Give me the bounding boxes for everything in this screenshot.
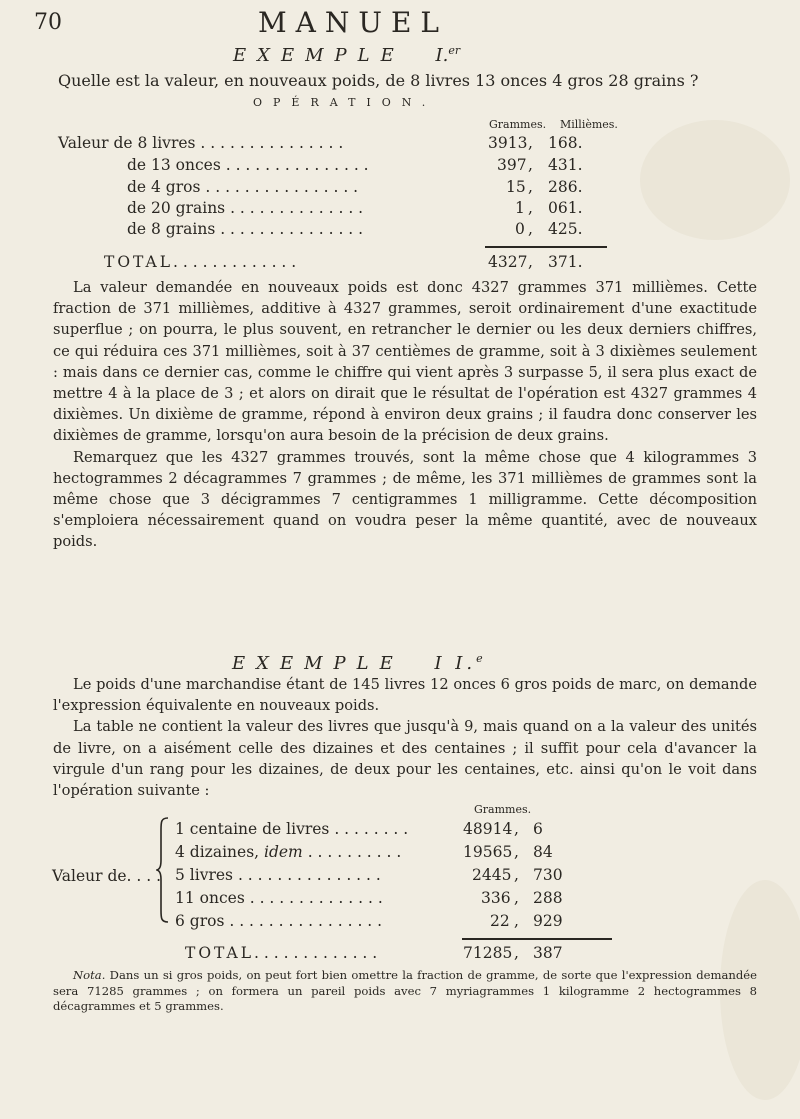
row-label: de 8 grains	[127, 220, 216, 238]
total-grammes: 71285	[463, 944, 513, 962]
milliemes-value: 061.	[548, 199, 583, 217]
paragraph: Remarquez que les 4327 grammes trouvés, sont la même chose que 4 kilogrammes 3 hectogrammes 2 décagrammes 7 grammes ; de même, les 371 millièmes de grammes sont la même chose que 3 décigrammes 7 centigrammes 1 milligramme. Cette décomposition s'emploiera nécessairement quand on voudra peser la même quantité, avec de nouveaux poids.	[53, 448, 757, 551]
row-dots: . . . . . . . .	[334, 820, 409, 838]
comma: ,	[514, 944, 519, 962]
milliemes-value: 168.	[548, 134, 583, 152]
comma: ,	[514, 843, 519, 861]
valeur-de-label: Valeur de. . . .	[52, 867, 162, 885]
total-dots: . . . . . . . . . . . . .	[254, 944, 378, 962]
row-dots: . . . . . . . . . . . . . . .	[237, 866, 381, 884]
column-header-grammes: Grammes.	[489, 118, 547, 131]
grammes-value: 48914	[463, 820, 513, 838]
curly-brace	[156, 816, 170, 924]
row-label: Valeur de 8 livres	[58, 134, 196, 152]
row-label: 4 dizaines,	[175, 843, 264, 861]
example-2-title: EXEMPLE	[232, 653, 404, 674]
fraction-value: 84	[533, 843, 553, 861]
total-fraction: 387	[533, 944, 563, 962]
nota-label: Nota.	[73, 968, 106, 982]
grammes-value: 3913	[488, 134, 528, 152]
comma: ,	[528, 178, 533, 196]
milliemes-value: 431.	[548, 156, 583, 174]
operation-label: OPÉRATION.	[253, 96, 437, 109]
example-1-row	[127, 156, 369, 174]
running-title: MANUEL	[258, 6, 449, 39]
example-1-row	[127, 199, 363, 217]
comma: ,	[514, 912, 519, 930]
example-1-heading	[233, 44, 460, 66]
total-milliemes: 371.	[548, 253, 583, 271]
total-grammes: 4327	[488, 253, 528, 271]
sum-rule	[462, 938, 612, 940]
comma: ,	[528, 220, 533, 238]
row-label: 6 gros	[175, 912, 225, 930]
example-1-row	[127, 220, 363, 238]
row-dots: . . . . . . . . . . . . . . .	[220, 156, 369, 174]
fraction-value: 6	[533, 820, 543, 838]
example-2-row	[175, 843, 401, 861]
row-label: 5 livres	[175, 866, 233, 884]
fraction-value: 288	[533, 889, 563, 907]
total-label: TOTAL	[185, 944, 255, 962]
row-dots: . . . . . . . . . . . . . . . .	[229, 912, 383, 930]
comma: ,	[528, 199, 533, 217]
comma: ,	[514, 820, 519, 838]
fraction-value: 730	[533, 866, 563, 884]
grammes-value: 22	[490, 912, 510, 930]
comma: ,	[528, 156, 533, 174]
comma: ,	[528, 253, 533, 271]
paragraph: La table ne contient la valeur des livres que jusqu'à 9, mais quand on a la valeur des unités de livre, on a aisément celle des dizaines et des centaines ; il suffit pour cela d'avancer la virgule d'un rang pour les dizaines, de deux pour les centaines, etc. ainsi qu'on le voit dans l'opération suivante :	[53, 718, 757, 800]
grammes-value: 336	[481, 889, 511, 907]
comma: ,	[514, 866, 519, 884]
row-dots: . . . . . . . . . . . . . .	[249, 889, 383, 907]
example-1-title: EXEMPLE	[233, 45, 405, 66]
example-2-heading	[232, 652, 483, 674]
grammes-value: 15	[506, 178, 526, 196]
example-1-text	[53, 277, 757, 553]
grammes-value: 0	[515, 220, 525, 238]
paragraph: La valeur demandée en nouveaux poids est donc 4327 grammes 371 millièmes. Cette fraction de 371 millièmes, additive à 4327 grammes, seroit ordinairement d'une exactitude superflue ; on pourra, le plus souvent, en retrancher le dernier ou les deux derniers chiffres, ce qui réduira ces 371 millièmes, soit à 37 centièmes de gramme, soit à 3 dixièmes seulement : mais dans ce dernier cas, comme le chiffre qui vient après 3 surpasse 5, il sera plus exact de mettre 4 à la place de 3 ; et alors on dirait que le résultat de l'opération est 4327 grammes 4 dixièmes. Un dixième de gramme, répond à environ deux grains ; il faudra donc conserver les dixièmes de gramme, lorsqu'on aura besoin de la précision de deux grains.	[53, 279, 757, 445]
row-dots: . . . . . . . . . . . . . . .	[215, 220, 364, 238]
example-2-row	[175, 912, 382, 930]
column-header-milliemes: Millièmes.	[560, 118, 618, 131]
row-dots: . . . . . . . . . . . . . .	[225, 199, 364, 217]
paragraph: Le poids d'une marchandise étant de 145 livres 12 onces 6 gros poids de marc, on demande l'expression équivalente en nouveaux poids.	[53, 676, 757, 715]
comma: ,	[528, 134, 533, 152]
nota-text	[53, 968, 757, 1015]
example-1-number: I.	[435, 45, 449, 66]
example-1-question: Quelle est la valeur, en nouveaux poids, de 8 livres 13 onces 4 gros 28 grains ?	[58, 71, 699, 90]
example-1-number-sup: er	[448, 44, 461, 57]
row-label: 11 onces	[175, 889, 245, 907]
example-1-row	[58, 134, 343, 152]
example-2-number-sup: e	[476, 652, 483, 665]
row-label: de 4 gros	[127, 178, 201, 196]
milliemes-value: 425.	[548, 220, 583, 238]
sum-rule	[485, 246, 607, 248]
paper-stain	[640, 120, 790, 240]
grammes-value: 19565	[463, 843, 513, 861]
grammes-value: 2445	[472, 866, 512, 884]
fraction-value: 929	[533, 912, 563, 930]
example-2-row	[175, 889, 383, 907]
page-number: 70	[34, 10, 62, 35]
example-2-text	[53, 674, 757, 801]
row-label: de 20 grains	[127, 199, 226, 217]
example-1-total-row	[104, 253, 296, 271]
example-2-row	[175, 820, 408, 838]
example-2-row	[175, 866, 381, 884]
row-label: de 13 onces	[127, 156, 221, 174]
milliemes-value: 286.	[548, 178, 583, 196]
example-1-row	[127, 178, 358, 196]
grammes-value: 397	[497, 156, 527, 174]
row-dots: . . . . . . . . . . . . . . .	[195, 134, 344, 152]
example-2-total-row	[185, 944, 377, 962]
example-2-number: I I.	[434, 653, 477, 674]
row-dots: . . . . . . . . . . . . . . . .	[200, 178, 359, 196]
row-dots: . . . . . . . . . .	[307, 843, 402, 861]
grammes-value: 1	[515, 199, 525, 217]
column-header-grammes: Grammes.	[474, 803, 532, 816]
comma: ,	[514, 889, 519, 907]
nota-body: Dans un si gros poids, on peut fort bien omettre la fraction de gramme, de sorte que l'expression demandée sera 71285 grammes ; on formera un pareil poids avec 7 myriagrammes 1 kilogramme 2 hectogrammes 8 décagrammes et 5 grammes.	[53, 968, 757, 1013]
total-dots: . . . . . . . . . . . . .	[173, 253, 297, 271]
total-label: TOTAL	[104, 253, 174, 271]
row-label-italic: idem	[264, 843, 303, 861]
row-label: 1 centaine de livres	[175, 820, 330, 838]
